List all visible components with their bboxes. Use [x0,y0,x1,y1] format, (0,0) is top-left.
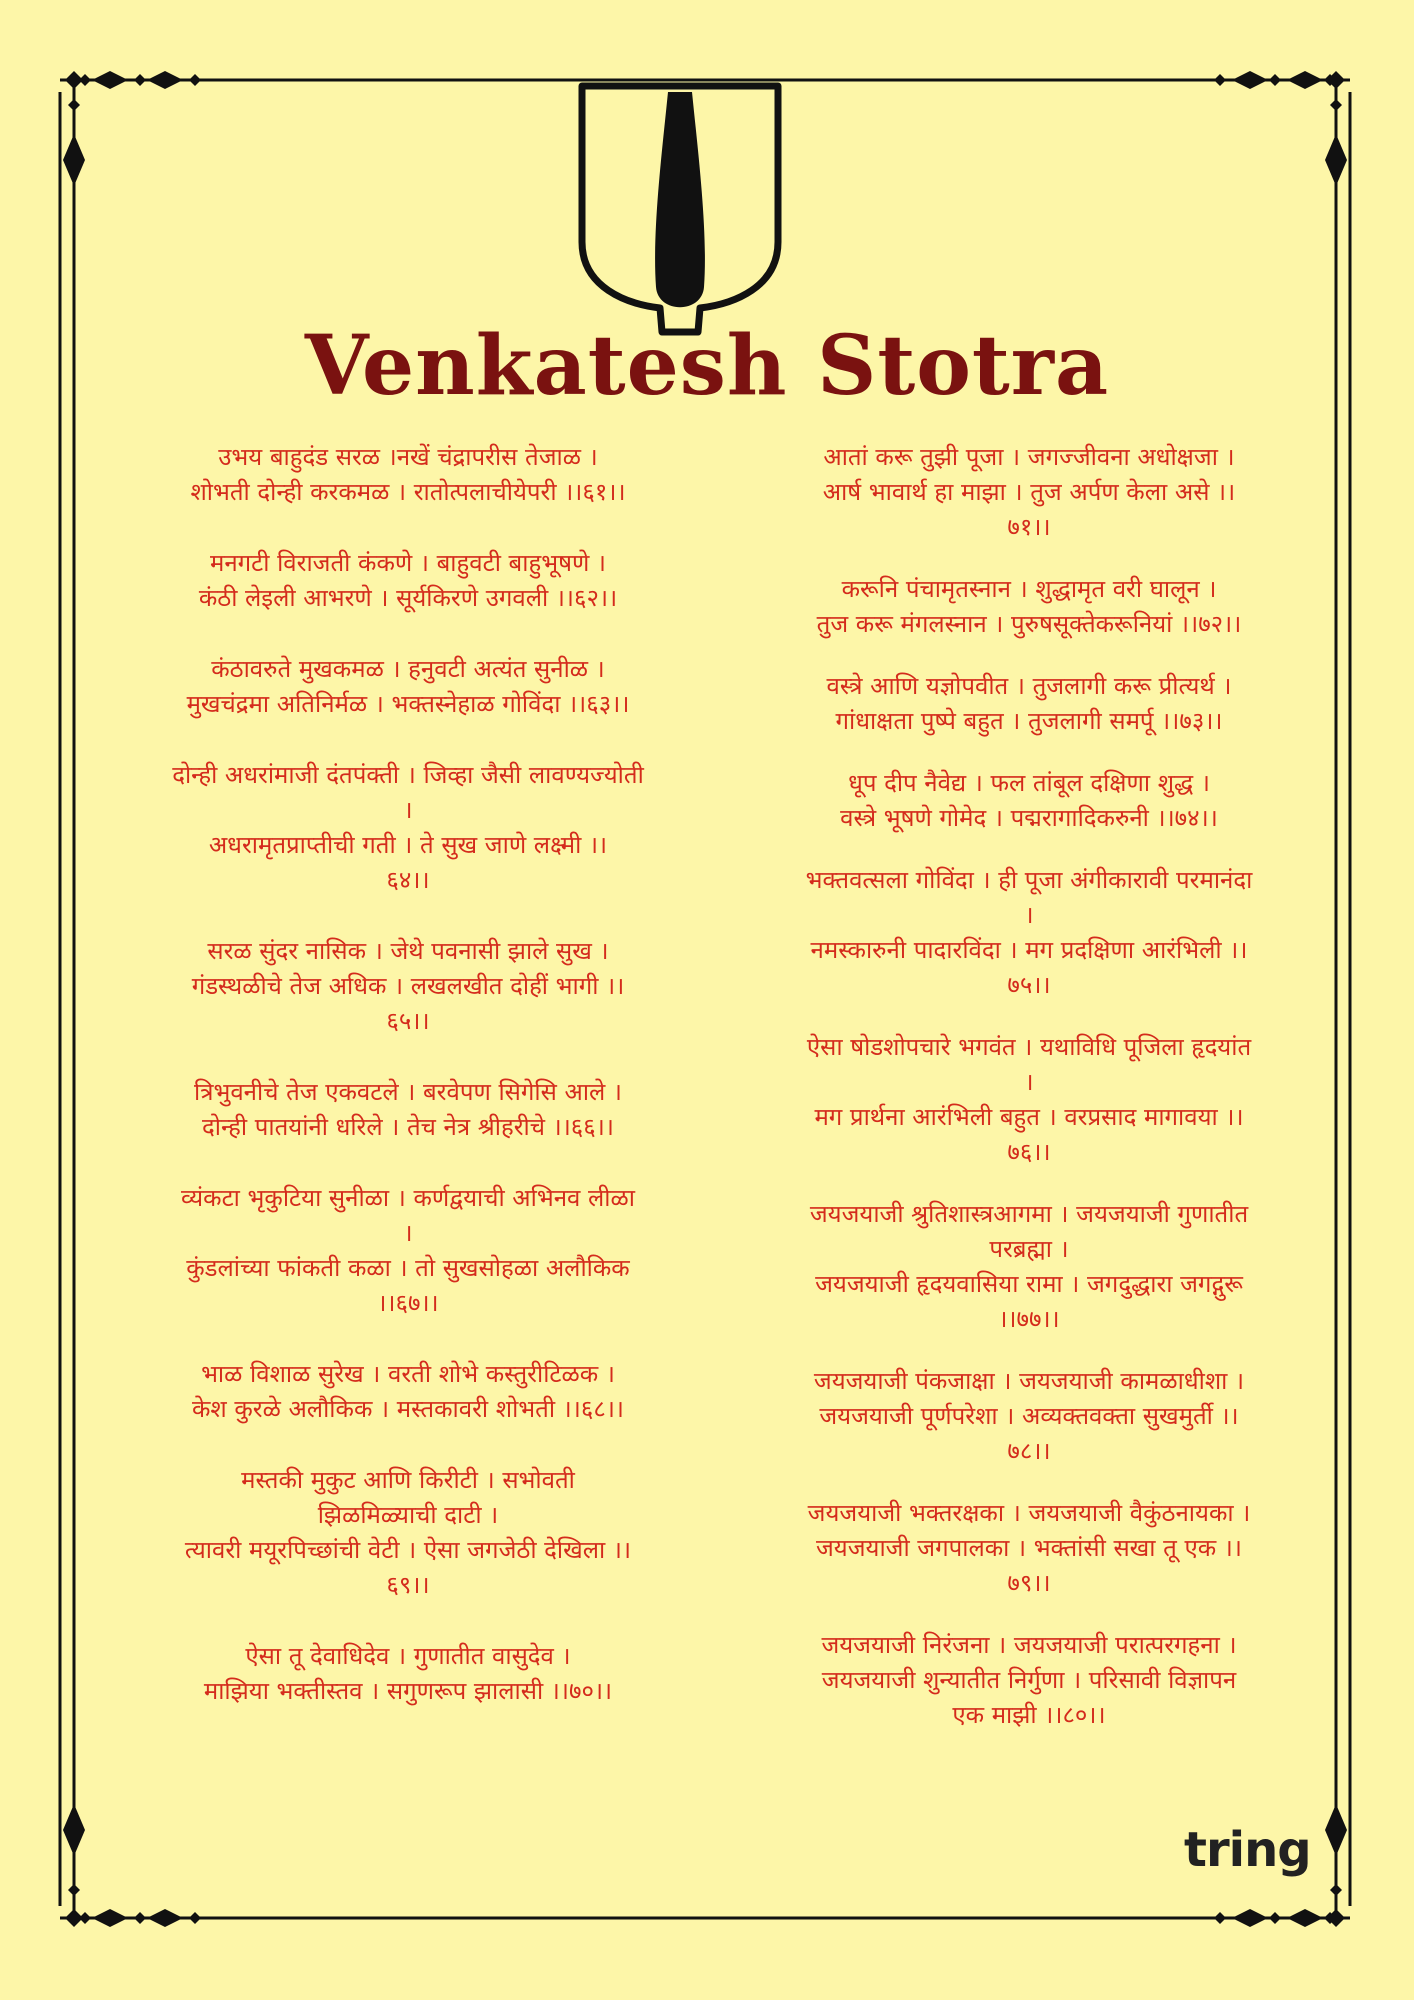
verse-block: कंठावरुते मुखकमळ । हनुवटी अत्यंत सुनीळ । मुखचंद्रमा अतिनिर्मळ । भक्तस्नेहाळ गोविंदा ।।६३।। [186,655,630,718]
frame-diamond [92,71,128,89]
verse-block: करूनि पंचामृतस्नान । शुद्धामृत वरी घालून । तुज करू मंगलस्नान । पुरुषसूक्तेकरूनियां ।।७२।। [816,575,1242,638]
frame-diamond [65,71,83,89]
verse-block: मनगटी विराजती कंकणे । बाहुवटी बाहुभूषणे । कंठी लेइली आभरणे । सूर्यकिरणे उगवली ।।६२।। [198,549,618,612]
verse-block: व्यंकटा भृकुटिया सुनीळा । कर्णद्वयाची अभिनव लीळा । कुंडलांच्या फांकती कळा । तो सुखसोहळा अलौकिक ।।६७।। [181,1184,635,1317]
frame-diamond [147,1909,183,1927]
frame-diamond [189,74,201,86]
verse-block: जयजयाजी भक्तरक्षका । जयजयाजी वैकुंठनायका । जयजयाजी जगपालका । भक्तांसी सखा तू एक ।। ७९।। [807,1499,1251,1597]
frame-diamond [1325,134,1347,186]
brand-logo: tring [1184,1822,1311,1878]
verses-right-column [742,440,1316,1760]
frame-diamond [63,134,85,186]
verse-block: आतां करू तुझी पूजा । जगज्जीवना अधोक्षजा । आर्ष भावार्थ हा माझा । तुज अर्पण केला असे ।। ७१।। [822,443,1236,541]
frame-diamond [1214,1912,1226,1924]
verse-block: ऐसा तू देवाधिदेव । गुणातीत वासुदेव । माझिया भक्तीस्तव । सगुणरूप झालासी ।।७०।। [203,1642,613,1705]
verse-block: भक्तवत्सला गोविंदा । ही पूजा अंगीकारावी परमानंदा । नमस्कारुनी पादारविंदा । मग प्रदक्षिणा आरंभिली ।। ७५।। [805,866,1253,999]
verse-block: जयजयाजी पंकजाक्षा । जयजयाजी कामळाधीशा । जयजयाजी पूर्णपरेशा । अव्यक्तवक्ता सुखमुर्ती ।। ७८।। [813,1367,1245,1465]
verse-block: दोन्ही अधरांमाजी दंतपंक्ती । जिव्हा जैसी लावण्यज्योती । अधरामृतप्राप्तीची गती । ते सुख जाणे लक्ष्मी ।। ६४।। [172,761,644,894]
frame-diamond [1232,71,1268,89]
frame-diamond [1330,1884,1342,1896]
frame-diamond [1330,99,1342,111]
verse-block: भाळ विशाळ सुरेख । वरती शोभे कस्तुरीटिळक । केश कुरळे अलौकिक । मस्तकावरी शोभती ।।६८।। [191,1360,625,1423]
frame-diamond [189,1912,201,1924]
frame-diamond [1327,71,1345,89]
frame-diamond [68,1884,80,1896]
frame-diamond [1327,1909,1345,1927]
verse-block: त्रिभुवनीचे तेज एकवटले । बरवेपण सिगेसि आले । दोन्ही पातयांनी धरिले । तेच नेत्र श्रीहरीचे ।।६६।। [194,1078,622,1141]
verse-block: मस्तकी मुकुट आणि किरीटी । सभोवती झिळमिळ्याची दाटी । त्यावरी मयूरपिच्छांची वेटी । ऐसा जगजेठी देखिला ।। ६९।। [184,1466,632,1599]
frame-diamond [68,99,80,111]
frame-diamond [1269,74,1281,86]
verse-block: जयजयाजी श्रुतिशास्त्रआगमा । जयजयाजी गुणातीत परब्रह्मा । जयजयाजी हृदयवासिया रामा । जगदुद्धारा जगद्गुरू ।।७७।। [809,1200,1249,1333]
frame-diamond [1287,1909,1323,1927]
frame-diamond [63,1804,85,1856]
verses-left-column [128,440,688,1745]
frame-diamond [1269,1912,1281,1924]
verse-block: ऐसा षोडशोपचारे भगवंत । यथाविधि पूजिला हृदयांत । मग प्रार्थना आरंभिली बहुत । वरप्रसाद मागावया ।। ७६।। [806,1033,1252,1166]
frame-diamond [134,1912,146,1924]
verse-block: धूप दीप नैवेद्य । फल तांबूल दक्षिणा शुद्ध । वस्त्रे भूषणे गोमेद । पद्मरागादिकरुनी ।।७४।। [840,769,1218,832]
frame-diamond [1214,74,1226,86]
frame-diamond [1325,1804,1347,1856]
verse-block: वस्त्रे आणि यज्ञोपवीत । तुजलागी करू प्रीत्यर्थ । गांधाक्षता पुष्पे बहुत । तुजलागी समर्पू ।।७३।। [826,672,1232,735]
frame-diamond [65,1909,83,1927]
frame-diamond [1287,71,1323,89]
frame-diamond [134,74,146,86]
page-title: Venkatesh Stotra [304,318,1110,414]
frame-diamond [1232,1909,1268,1927]
verse-block: जयजयाजी निरंजना । जयजयाजी परात्परगहना । जयजयाजी शुन्यातीत निर्गुणा । परिसावी विज्ञापन एक माझी ।।८०।। [821,1631,1237,1729]
verse-block: सरळ सुंदर नासिक । जेथे पवनासी झाले सुख । गंडस्थळीचे तेज अधिक । लखलखीत दोहीं भागी ।। ६५।। [191,937,625,1035]
verse-block: उभय बाहुदंड सरळ ।नखें चंद्रापरीस तेजाळ । शोभती दोन्ही करकमळ । रातोत्पलाचीयेपरी ।।६१।। [190,443,626,506]
frame-diamond [147,71,183,89]
frame-diamond [92,1909,128,1927]
namam-tilak-icon [574,82,786,340]
